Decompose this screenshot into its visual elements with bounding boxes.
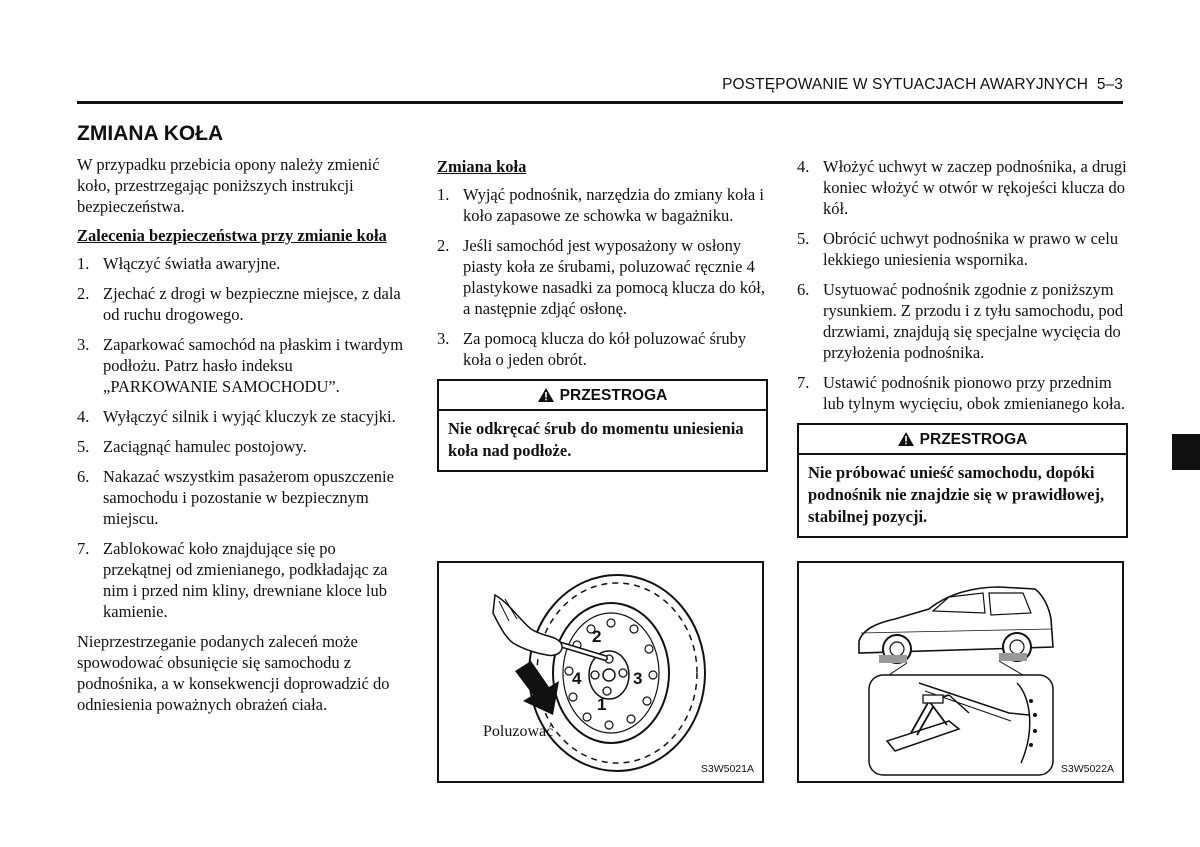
warning-title: PRZESTROGA: [559, 386, 668, 404]
list-item: 4. Wyłączyć silnik i wyjąć kluczyk ze stacyjki.: [77, 407, 396, 426]
car-jack-illustration: [799, 563, 1122, 781]
list-item: 4. Włożyć uchwyt w zaczep podnośnika, a drugi koniec włożyć w otwór w rękojeści klucza do kół.: [797, 157, 1127, 218]
nut-number-3: 3: [633, 669, 643, 688]
warning-header: [799, 425, 1126, 455]
list-item: 2. Jeśli samochód jest wyposażony w osłony piasty koła ze śrubami, poluzować ręcznie 4 plastykowe nasadki za pomocą klucza do kół, a następnie zdjąć osłonę.: [437, 236, 765, 318]
column-1: [77, 122, 407, 723]
warning-text: Nie próbować unieść samochodu, dopóki podnośnik nie znajdzie się w prawidłowej, stabilnej pozycji.: [808, 463, 1105, 526]
safety-subheading: Zalecenia bezpieczeństwa przy zmianie koła: [77, 226, 387, 245]
warning-text: Nie odkręcać śrub do momentu uniesienia koła nad podłoże.: [448, 419, 744, 460]
warning-triangle-icon: [538, 388, 554, 402]
intro-paragraph: W przypadku przebicia opony należy zmienić koło, przestrzegając poniższych instrukcji bezpieczeństwa.: [77, 155, 380, 216]
wheel-change-steps-list: [437, 184, 767, 370]
section-title: POSTĘPOWANIE W SYTUACJACH AWARYJNYCH: [722, 76, 1088, 93]
figure-code: S3W5021A: [700, 763, 754, 775]
page-number: 5–3: [1096, 76, 1123, 93]
nut-number-2: 2: [592, 627, 602, 646]
list-item: 6. Usytuować podnośnik zgodnie z poniższym rysunkiem. Z przodu i z tyłu samochodu, pod drzwiami, znajdują się specjalne wycięcia do przyłożenia podnośnika.: [797, 280, 1124, 362]
nut-number-4: 4: [572, 669, 582, 688]
list-item: 1. Wyjąć podnośnik, narzędzia do zmiany koła i koło zapasowe ze schowka w bagażniku.: [437, 185, 764, 225]
list-item: 3. Zaparkować samochód na płaskim i twardym podłożu. Patrz hasło indeksu „PARKOWANIE SAMOCHODU”.: [77, 335, 404, 396]
figure-code: S3W5022A: [1060, 763, 1114, 775]
outro-paragraph: Nieprzestrzeganie podanych zaleceń może spowodować obsunięcie się samochodu z podnośnika, a w konsekwencji doprowadzić do odniesienia poważnych obrażeń ciała.: [77, 632, 390, 714]
page-title: ZMIANA KOŁA: [77, 122, 224, 145]
nut-number-1: 1: [597, 695, 607, 714]
warning-header: [439, 381, 766, 411]
running-header: [722, 76, 1123, 94]
column-2: [437, 156, 767, 472]
list-item: 6. Nakazać wszystkim pasażerom opuszczenie samochodu i pozostanie w bezpiecznym miejscu.: [77, 467, 394, 528]
figure-label: Poluzować: [483, 723, 554, 740]
chapter-thumb-tab: [1172, 434, 1200, 470]
wheel-wrench-illustration: [439, 563, 762, 781]
column-3: [797, 156, 1127, 538]
list-item: 2. Zjechać z drogi w bezpieczne miejsce, z dala od ruchu drogowego.: [77, 284, 401, 324]
list-item: 1. Włączyć światła awaryjne.: [77, 254, 281, 273]
warning-box: [797, 423, 1128, 538]
safety-steps-list: [77, 253, 407, 622]
warning-box: [437, 379, 768, 472]
list-item: 3. Za pomocą klucza do kół poluzować śruby koła o jeden obrót.: [437, 329, 747, 369]
header-rule: [77, 101, 1123, 104]
figure-jack-position: [797, 561, 1124, 783]
wheel-change-subheading: Zmiana koła: [437, 157, 527, 176]
list-item: 5. Obrócić uchwyt podnośnika w prawo w celu lekkiego uniesienia wspornika.: [797, 229, 1119, 269]
figure-loosen-nuts: [437, 561, 764, 783]
warning-title: PRZESTROGA: [919, 430, 1028, 448]
list-item: 7. Zablokować koło znajdujące się po przekątnej od zmienianego, podkładając za nim i przed nim kliny, drewniane kloce lub kamienie.: [77, 539, 388, 621]
list-item: 7. Ustawić podnośnik pionowo przy przednim lub tylnym wycięciu, obok zmienianego koła.: [797, 373, 1125, 413]
jack-steps-list: [797, 156, 1127, 414]
warning-triangle-icon: [898, 432, 914, 446]
list-item: 5. Zaciągnąć hamulec postojowy.: [77, 437, 307, 456]
